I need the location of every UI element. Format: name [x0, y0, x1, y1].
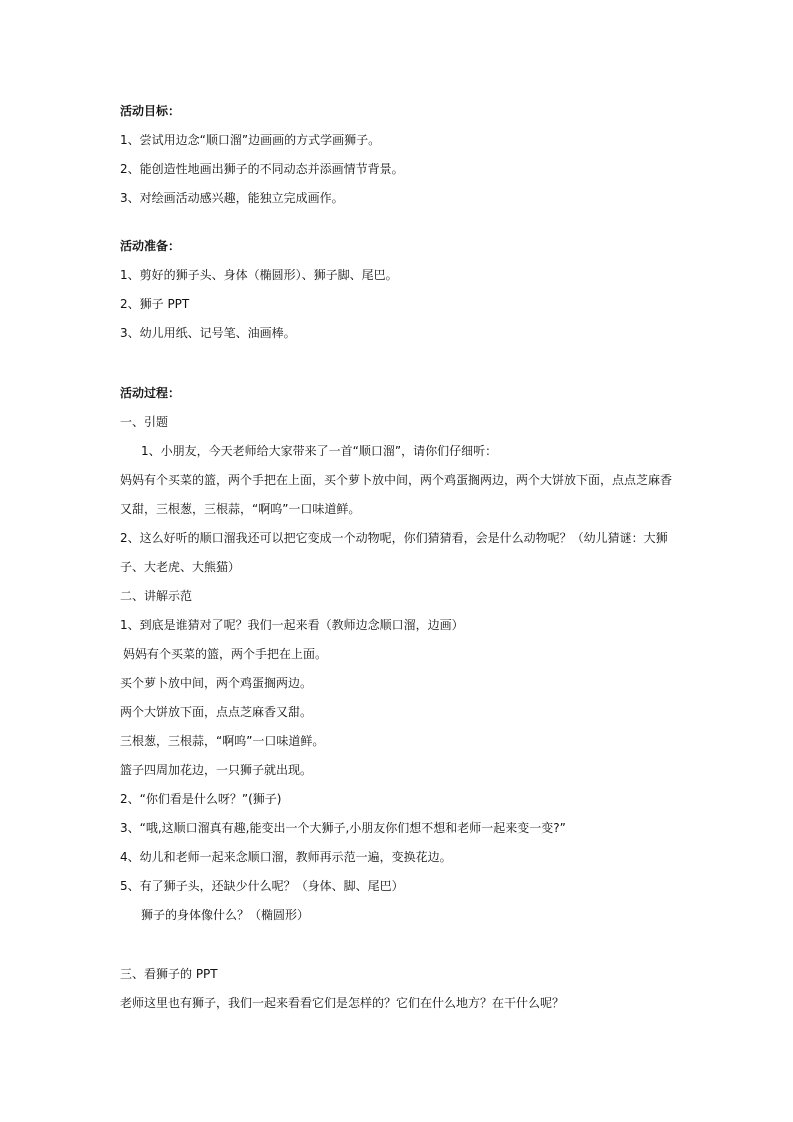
part1-step2-line2: 子、大老虎、大熊猫） [120, 560, 241, 574]
goals-heading: 活动目标： [120, 104, 181, 118]
preparation-item-3: 3、幼儿用纸、记号笔、油画棒。 [120, 326, 296, 340]
goal-item-3: 3、对绘画活动感兴趣，能独立完成画作。 [120, 191, 344, 205]
demo-line-3: 两个大饼放下面，点点芝麻香又甜。 [120, 705, 313, 719]
part2-step4: 4、幼儿和老师一起来念顺口溜，教师再示范一遍，变换花边。 [120, 850, 452, 864]
preparation-item-1: 1、剪好的狮子头、身体（椭圆形）、狮子脚、尾巴。 [120, 268, 398, 282]
rhyme-line-1: 妈妈有个买菜的篮，两个手把在上面，买个萝卜放中间，两个鸡蛋搁两边，两个大饼放下面，点点芝麻香 [120, 473, 673, 487]
goal-item-2: 2、能创造性地画出狮子的不同动态并添画情节背景。 [120, 162, 404, 176]
demo-line-4: 三根葱，三根蒜，“啊呜”一口味道鲜。 [120, 734, 325, 748]
part2-step5-sub: 狮子的身体像什么？（椭圆形） [141, 908, 310, 922]
rhyme-line-2: 又甜，三根葱，三根蒜，“啊呜”一口味道鲜。 [120, 502, 361, 516]
part1-title: 一、引题 [120, 415, 169, 429]
preparation-item-2: 2、狮子 PPT [120, 297, 190, 311]
process-heading: 活动过程： [120, 386, 181, 400]
part1-step1: 1、小朋友，今天老师给大家带来了一首“顺口溜”，请你们仔细听： [141, 444, 498, 458]
part2-step3: 3、“哦,这顺口溜真有趣,能变出一个大狮子,小朋友你们想不想和老师一起来变一变?” [120, 821, 566, 835]
part2-step5: 5、有了狮子头，还缺少什么呢？（身体、脚、尾巴） [120, 879, 404, 893]
demo-line-1: 妈妈有个买菜的篮，两个手把在上面。 [123, 647, 328, 661]
part3-text: 老师这里也有狮子，我们一起来看看它们是怎样的？它们在什么地方？在干什么呢？ [120, 996, 565, 1010]
part1-step2-line1: 2、这么好听的顺口溜我还可以把它变成一个动物呢，你们猜猜看，会是什么动物呢？（幼儿猜谜：大狮 [120, 531, 668, 545]
part3-title: 三、看狮子的 PPT [120, 967, 218, 981]
part2-step1: 1、到底是谁猜对了呢？我们一起来看（教师边念顺口溜，边画） [120, 618, 464, 632]
preparation-heading: 活动准备： [120, 239, 181, 253]
demo-line-5: 篮子四周加花边，一只狮子就出现。 [120, 763, 313, 777]
goal-item-1: 1、尝试用边念“顺口溜”边画画的方式学画狮子。 [120, 133, 381, 147]
demo-line-2: 买个萝卜放中间，两个鸡蛋搁两边。 [120, 676, 313, 690]
part2-title: 二、讲解示范 [120, 589, 193, 603]
part2-step2: 2、“你们看是什么呀？”(狮子) [120, 792, 282, 806]
